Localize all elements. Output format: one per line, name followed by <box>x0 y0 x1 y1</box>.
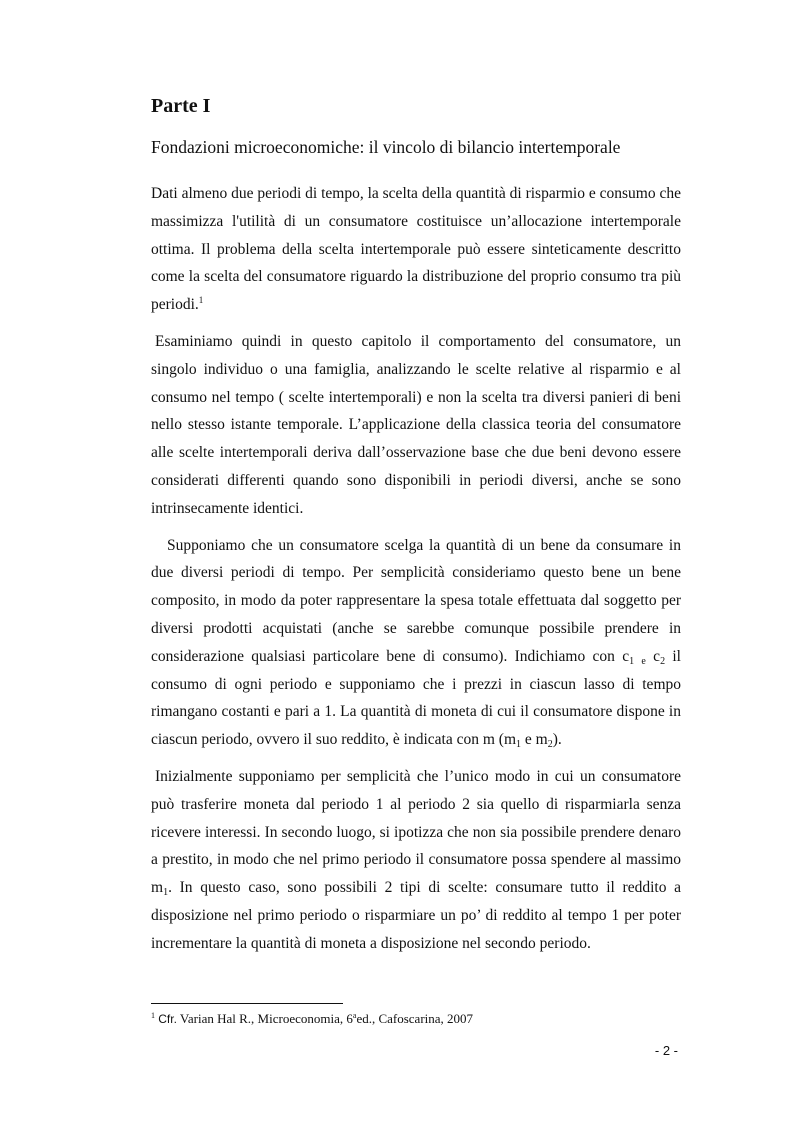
page-number: - 2 - <box>654 1043 678 1058</box>
paragraph-3-text-c: e m <box>521 731 548 749</box>
paragraph-4-text-b: . In questo caso, sono possibili 2 tipi di scelte: consumare tutto il reddito a disposizione nel primo periodo o risparmiare un po’ di reddito al tempo 1 per poter incrementare la quantità di moneta a disposizione nel secondo periodo. <box>151 879 681 952</box>
subscript-c2: 2 <box>660 655 666 667</box>
paragraph-3-text-a: Supponiamo che un consumatore scelga la quantità di un bene da consumare in due diversi periodi di tempo. Per semplicità consideriamo questo bene un bene composito, in modo da poter rappresentare la spesa totale effettuata dal soggetto per diversi prodotti acquistati (anche se sarebbe comunque possibile prendere in considerazione qualsiasi particolare bene di consumo). Indichiamo con c <box>151 536 681 665</box>
paragraph-2: Esaminiamo quindi in questo capitolo il comportamento del consumatore, un singolo individuo o una famiglia, analizzando le scelte relative al risparmio e al consumo nel tempo ( scelte intertemporali) e non la scelta tra diversi panieri di beni nello stesso istante temporale. L’applicazione della classica teoria del consumatore alle scelte intertemporali deriva dall’osservazione base che due beni devono essere considerati differenti quando sono disponibili in periodi diversi, anche se sono intrinsecamente identici. <box>151 332 681 517</box>
subscript-m1: 1 <box>516 739 522 751</box>
footnote-cfr: Cfr. <box>158 1012 177 1026</box>
body-text <box>151 180 681 967</box>
footnote-number: 1 <box>151 1011 155 1020</box>
paragraph-1-text: Dati almeno due periodi di tempo, la scelta della quantità di risparmio e consumo che massimizza l'utilità di un consumatore costituisce un’allocazione intertemporale ottima. Il problema della scelta intertemporale può essere sinteticamente descritto come la scelta del consumatore riguardo la distribuzione del proprio consumo tra più periodi. <box>151 185 681 314</box>
paragraph-1 <box>151 180 681 319</box>
paragraph-3-text-d: ). <box>552 731 562 749</box>
paragraph-4-text-a: Inizialmente supponiamo per semplicità che l’unico modo in cui un consumatore può trasferire moneta dal periodo 1 al periodo 2 sia quello di risparmiarla senza ricevere interessi. In secondo luogo, si ipotizza che non sia possibile prendere denaro a prestito, in modo che nel primo periodo il consumatore possa spendere al massimo m <box>151 767 681 897</box>
subscript-c1: 1 <box>629 655 635 667</box>
subscript-m1: 1 <box>163 887 169 899</box>
footnote-edition-sup: a <box>352 1011 357 1020</box>
subscript-and: e <box>641 655 646 667</box>
footnote-text-b: ed., Cafoscarina, 2007 <box>356 1011 474 1026</box>
paragraph-3 <box>151 532 681 754</box>
section-title: Fondazioni microeconomiche: il vincolo di bilancio intertemporale <box>151 137 621 157</box>
symbol-c2: c <box>653 647 661 665</box>
footnote-text-a: Varian Hal R., Microeconomia, 6 <box>176 1011 353 1026</box>
paragraph-3-text-b: il consumo di ogni periodo e supponiamo che i prezzi in ciascun lasso di tempo rimangano costanti e pari a 1. La quantità di moneta di cui il consumatore dispone in ciascun periodo, ovvero il suo reddito, è indicata con m (m <box>151 647 681 749</box>
subscript-m2: 2 <box>547 739 553 751</box>
footnote <box>151 1011 473 1027</box>
page-title: Parte I <box>151 95 211 117</box>
footnote-reference[interactable]: 1 <box>198 295 204 306</box>
footnote-separator <box>151 1003 343 1004</box>
paragraph-4 <box>151 763 681 958</box>
